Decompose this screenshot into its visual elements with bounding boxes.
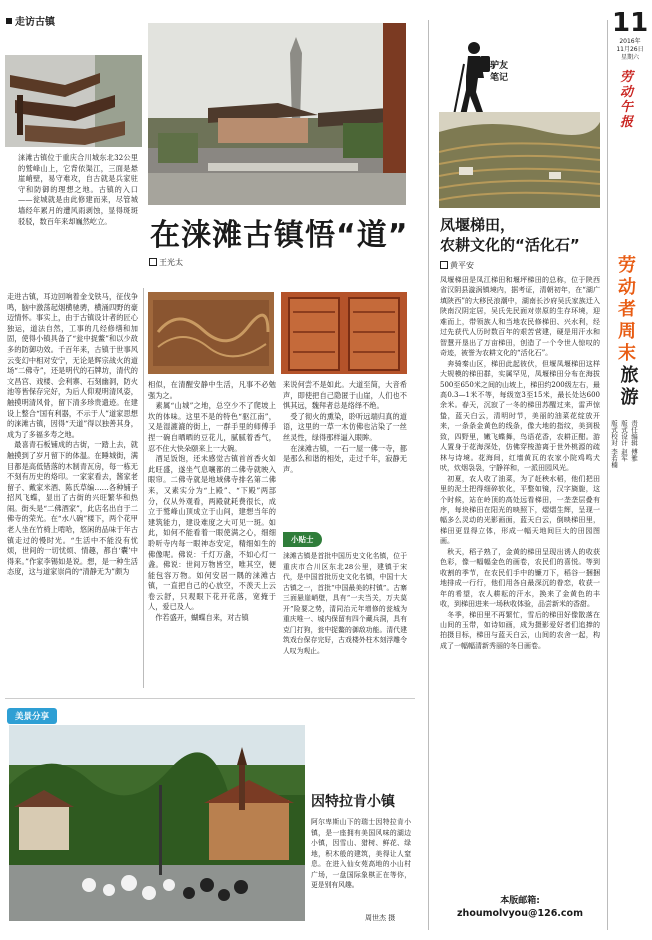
date-day: 11月26日 xyxy=(616,46,644,53)
temple-main-photo xyxy=(148,23,406,205)
interlaken-graphic xyxy=(9,725,305,921)
section-sub-box xyxy=(613,365,646,409)
column-tag: 驴友笔记 xyxy=(490,61,509,83)
email-box xyxy=(440,893,600,919)
right-article-author: 黄平安 xyxy=(450,261,474,270)
section-sub: 旅游 xyxy=(620,365,639,408)
tip-box-text: 涞滩古镇是首批中国历史文化名镇，位于重庆市合川区东北28公里，建镇于宋代，是中国首批历史文化名镇，中国十大古镇之一，首批“中国最美的村镇”。古寨三面悬崖峭壁，具有“一夫当关，万夫莫开”险要之势，清同治元年增修的瓮城为重庆唯一、城内保留有四个藏兵洞，具有克门打狗，瓮中捉鳖的御敌功能。清代建筑戏台保存完好，古戏楼外柱木刻浮雕令人叹为观止。 xyxy=(283,552,407,655)
tip-box-label-text: 小贴士 xyxy=(291,535,314,544)
credit-layout: 版式设计 赵军 xyxy=(620,420,628,462)
wood-carving-graphic xyxy=(148,292,274,374)
date-year: 2016年 xyxy=(619,38,641,45)
right-article-title xyxy=(440,215,580,255)
main-article-col3: 来说何尝不是如此。大道至简，大音希声，即使把自己隐匿于山崖，人们也不惧其远，魏拜者总是络绎不绝。 受了彻火的熏染，聆听远端归真的道语，这里的一草一木仿佛也沾染了一丝丝灵性，绿得那样逼入眼眸。 在涞滩古镇，一石一屋一佛一寺，都是那么和谐的相处，走过千年，寂静无声。 xyxy=(283,380,407,474)
interlaken-photo xyxy=(9,725,305,921)
temple-roof-photo xyxy=(5,55,142,147)
email-label: 本版邮箱: xyxy=(500,896,540,906)
door-carving-photo xyxy=(281,292,407,374)
paper-name: 劳动午报 xyxy=(620,70,634,130)
door-carving-graphic xyxy=(281,292,407,374)
byline-square-icon xyxy=(440,261,448,269)
square-bullet-icon xyxy=(6,18,12,24)
divider-strip xyxy=(607,20,608,930)
section-name: 劳动者周末 xyxy=(618,255,636,364)
feature-box-label xyxy=(7,708,57,724)
main-article-byline xyxy=(149,257,183,268)
temple-main-graphic xyxy=(148,23,406,205)
divider-mid-left xyxy=(143,288,144,688)
main-article-col2: 相似，在清醒安静中生活，凡事不必勉强为之。 素属“山城”之地，总空少不了爬坡上坎的体味。这里不是的特色“驱江南”，又是湿漉漉的街上，一群手里的师傅手捏一碗自晒晒的豆花儿，腻腻着香气，忍不住大快朵颐来上一大碗。 酒足饭饱，还未感觉古镇首首香火如此旺盛，遂坐气息嚷都的二佛寺就映入眼帘。二佛寺就是地域佛寺排名第二佛来，又素实分为“上殿”、“下殿”两部分，仅从外观看，两殿就耗费很长，成立于鹫峰山顶成立于山间，建想当年的建筑能力，建设难度之大可见一斑。如此，如何不能看着一眼使满之心，细细聆听寺内每一眼神态安定，精细如生的佛像呢。佛说：千灯万盏，不如心灯一盏。佛说：世间万物皆空，唯其空，便能包容万物。如何安居一隅的涞滩古镇，一直把自己的心放空，不羡天上云卷云舒，只观眼下花开花落，宽掩于人，爱已及人。 作若盛开，蝴蝶自来，对古镇 xyxy=(148,380,276,623)
email-address: zhoumolvyou@126.com xyxy=(457,908,583,919)
feature-photo-credit: 周世杰 摄 xyxy=(365,914,396,922)
main-article-title: 在涞滩古镇悟“道” xyxy=(150,218,409,253)
right-title-line1: 凤堰梯田， xyxy=(440,216,516,234)
right-title-line2: 农耕文化的“活化石” xyxy=(440,236,580,254)
byline-square-icon xyxy=(149,258,157,266)
credits xyxy=(610,420,639,468)
tip-box-label xyxy=(283,532,322,547)
section-label xyxy=(6,13,55,28)
temple-roof-graphic xyxy=(5,55,142,147)
feature-box-title: 因特拉肯小镇 xyxy=(311,794,395,810)
right-article-byline xyxy=(440,260,474,271)
wood-carving-photo xyxy=(148,292,274,374)
credit-proof: 版式校对 李若楠 xyxy=(610,420,618,468)
credit-editor: 责任编辑 傅雅 xyxy=(630,420,638,462)
main-article-col1: 走进古镇，耳边回响着金戈铁马，征伐争鸣，脑中激荡起烟横驰骋，横涌四野的豪迈情怀。事实上，由于古镇设计者的匠心独运，道法自然，工事的几经修缮和加固，使得小镇具备了“瓮中捉鳖”和以少敌多的防御功效。千百年来，古镇于世事风云变幻中相对安宁，无论是辉宗战火的道场“二佛寺”，还是明代的石牌坊，清代的文昌宫、戏楼、会利寨、石刻幽洞，防火池等皆保存完好，为后人仰观明清风姿，触摸明清风骨，留下清多珍贵遗迹。在建设上整合“国有利器，不示于人”道家思想的涞滩古镇，因得“天道”得以独善其身，成为了多福多寿之地。 最喜青石板铺成的古街，一踏上去，就触摸到了岁月留下的体温。在睡城街，满目都是高低错落的木制青瓦房，每一栋无不刻有历史的烙印。一家家看去，酱家老留子、戴家米酒、陈氏草编……各种铺子招风飞蝶，显出了古街的兴旺繁华和热闹。街头是“二佛酒家”，此店名出自于二佛寺的荣光。在“水八碗”楼下，两个花甲老人坐在竹椅上啃哈，悠闲的品味于年古镇走过的慢时光。“生活中不能没有忧烦，世间的一切忧烦、情趣，都自‘囊’中得来。”作家李锡如是说。想，是一种生活态度，这与道家崇尚的“清静无为”颇为 xyxy=(7,292,138,577)
main-article-author: 王光太 xyxy=(159,258,183,267)
feature-box xyxy=(5,698,415,931)
feature-box-label-text: 美景分享 xyxy=(15,712,50,722)
terrace-graphic xyxy=(439,112,600,208)
divider-right xyxy=(428,20,429,930)
terrace-photo xyxy=(439,112,600,208)
issue-date xyxy=(614,38,646,62)
feature-box-text: 阿尔卑斯山下的瑞士因特拉肯小镇，是一座拥有美国风味的湖边小镇，因雪山、猎树、鲜花、绿地，积木般的建筑，美得让人窒息。在进入仙女苑高地的小山村广场，一盘国际象棋正在等你，更是别有风趣。 xyxy=(311,818,411,889)
right-article-body: 凤堰梯田是凤江梯田和堰坪梯田的总称，位于陕西省汉阴县漩涡镇境内，据考证，清朝初年，在“湖广填陕西”的大移民浪潮中，湖南长沙府吴氏家族迁入陕南汉阴定居，吴氏先民面对崇原的生存环境，迎难而上，带领族人和当地农民修梯田、兴水利，经过先获代人历时数百年的艰苦营建，硬是用汗水和智慧开垦出了万亩梯田，创造了一个令世人惊叹的奇迹，被誉为农耕文化的“活化石”。 奔骑秦山区，梯田此起彼伏，但堰凤堰梯田这样大规模的梯田群，实属罕见，凤堰梯田分布在海拔500至650米之间的山坡上，梯田约200级左右，最高0.3—1米不等，每级宽3至15米，最长处达600余米。春天，沉寂了一冬的梯田苏醒过来，雷声惊蛰，蓝天白云，清明时节，美丽的油菜花绽放开来，一条条金黄色的线条，像大地的指纹，美到极致，四野里，嫩飞蝶舞，鸟语花香，农耕正酣。游人置身于花海深处，仿佛穿梭游离于世外桃源的疏林与诗境。花海间，红墙黄瓦的农家小院鸡鸣犬吠，炊烟袅袅，宁静祥和，一派田园风光。 初夏，农人收了油菜，为了赶秧水稻，他们把田里的泥土把得细碎软化，平整如镜，汉字旖旎，这个时候，站在岭顶的高处远看梯田，一垄垄层叠有序，每块梯田在阳光的映照下，熠熠生辉，呈现一幅多么灵动的光影画面，蓝天白云，倒映梯田里，梯田更显得立体，形成一幅天地间巨大的田园图画。 秋天，稻子熟了，金黄的梯田呈现出诱人的收获色彩，像一幅幅金色的画卷，农民们的喜悦。等到收割的季节，在农民们手中的镰刀下，稻谷一捆捆地排成一行行，他们用各自最深沉的眷恋，收获一年的希望，农人耕耘的汗水，换来了金黄色的丰收，到梯田进来一场秋收体验，品尝新米的香甜。 冬季，梯田里不再繁忙，雪后的梯田好像散落在山间的玉带，如诗如画，成为摄影爱好者们追捧的拍摄目标，梯田与蓝天白云，山间的农舍一起，构成了一幅幅清新秀丽的冬日画卷。 xyxy=(440,276,600,650)
page-number: 11 xyxy=(612,8,649,38)
date-weekday: 星期六 xyxy=(620,54,639,61)
section-label-text: 走访古镇 xyxy=(15,17,55,28)
intro-paragraph: 涞滩古镇位于重庆合川城东北32公里的鹫峰山上，它背依渠江，三面是悬崖峭壁，易守难攻，自古就是兵家驻守和防御的理想之地。古镇的入口——瓮城就是由此修建而来，尽管城墙经年累月的遭风雨剥蚀，显得斑斑驳驳，数百年来却巍然屹立。 xyxy=(18,153,138,226)
tip-box xyxy=(283,527,407,687)
